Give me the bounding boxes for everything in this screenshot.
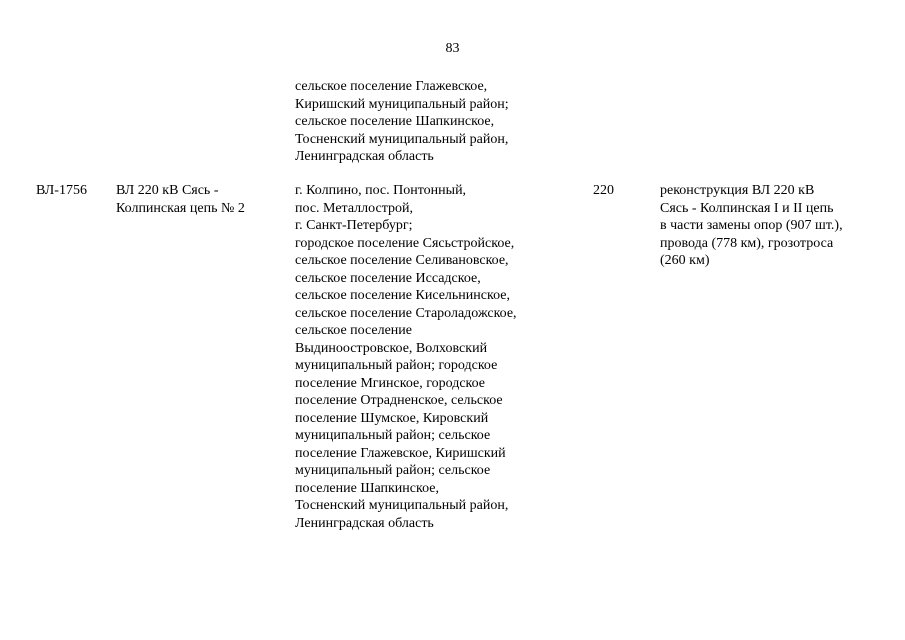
territory-line: сельское поселение Иссадское, [295, 270, 481, 286]
voltage-value: 220 [593, 183, 614, 198]
territory-line: поселение Шумское, Кировский [295, 410, 489, 426]
works-cell [660, 182, 843, 270]
voltage-cell [593, 182, 614, 200]
territory-line: сельское поселение Кисельнинское, [295, 288, 510, 303]
territory-line: поселение Глажевское, Киришский [295, 445, 506, 461]
object-id: ВЛ-1756 [36, 183, 87, 198]
territory-line: муниципальный район; сельское [295, 463, 491, 478]
works-line: реконструкция ВЛ 220 кВ [660, 183, 815, 198]
territory-line: Выдиноостровское, Волховский [295, 340, 488, 356]
territory-line: поселение Отрадненское, сельское [295, 393, 503, 408]
territory-line: сельское поселение Староладожское, [295, 305, 517, 321]
territory-line: Тосненский муниципальный район, [295, 498, 509, 513]
territory-line: Тосненский муниципальный район, [295, 131, 509, 147]
works-line: (260 км) [660, 253, 710, 268]
works-line: в части замены опор (907 шт.), [660, 218, 843, 233]
territory-line: Ленинградская область [295, 515, 434, 531]
territory-line: муниципальный район; сельское [295, 428, 491, 443]
object-name-cell [116, 182, 245, 217]
territory-line: Киришский муниципальный район; [295, 96, 509, 112]
territory-line: сельское поселение Селивановское, [295, 253, 509, 268]
object-name-line: Колпинская цепь № 2 [116, 200, 245, 216]
territory-line: сельское поселение [295, 323, 412, 338]
territory-line: поселение Шапкинское, [295, 480, 439, 496]
continuation-territories [295, 78, 509, 166]
territory-line: поселение Мгинское, городское [295, 375, 486, 391]
object-id-cell [36, 182, 87, 200]
territory-line: сельское поселение Глажевское, [295, 79, 488, 94]
territory-line: муниципальный район; городское [295, 358, 498, 373]
territory-line: г. Санкт-Петербург; [295, 218, 413, 233]
works-line: Сясь - Колпинская I и II цепь [660, 200, 834, 216]
territory-line: сельское поселение Шапкинское, [295, 114, 495, 129]
page-number: 83 [445, 41, 460, 56]
territories-cell [295, 182, 517, 532]
territory-line: городское поселение Сясьстройское, [295, 235, 515, 251]
works-line: провода (778 км), грозотроса [660, 235, 834, 251]
object-name-line: ВЛ 220 кВ Сясь - [116, 183, 219, 198]
territory-line: пос. Металлострой, [295, 200, 413, 216]
territory-line: г. Колпино, пос. Понтонный, [295, 183, 467, 198]
territory-line: Ленинградская область [295, 149, 434, 164]
